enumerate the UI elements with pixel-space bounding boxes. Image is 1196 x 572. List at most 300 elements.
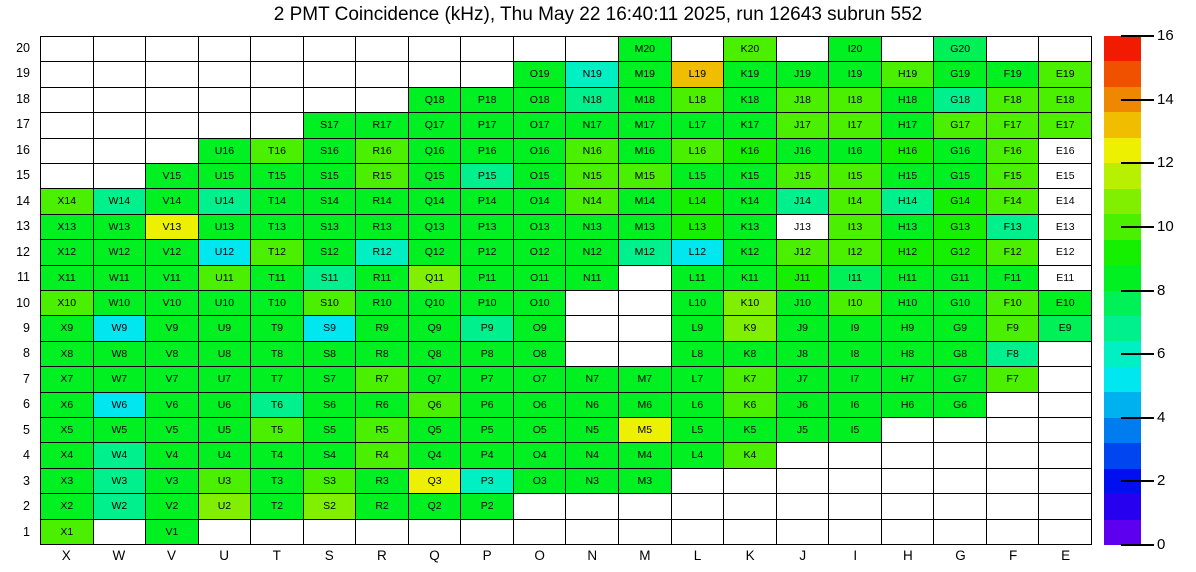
cell-T17 bbox=[251, 113, 303, 137]
cell-K4: K4 bbox=[724, 443, 776, 467]
y-axis-label-12: 12 bbox=[16, 244, 30, 259]
colorbar-tick bbox=[1121, 353, 1154, 355]
cell-M20: M20 bbox=[619, 37, 671, 61]
cell-Q14: Q14 bbox=[409, 189, 461, 213]
cell-W5: W5 bbox=[94, 418, 146, 442]
cell-F13: F13 bbox=[987, 215, 1039, 239]
cell-W19 bbox=[94, 62, 146, 86]
cell-X4: X4 bbox=[41, 443, 93, 467]
cell-H20 bbox=[882, 37, 934, 61]
cell-N6: N6 bbox=[566, 393, 618, 417]
cell-S14: S14 bbox=[304, 189, 356, 213]
cell-E2 bbox=[1039, 494, 1091, 518]
cell-L8: L8 bbox=[672, 342, 724, 366]
cell-H16: H16 bbox=[882, 139, 934, 163]
cell-H10: H10 bbox=[882, 291, 934, 315]
cell-E3 bbox=[1039, 469, 1091, 493]
chart-title: 2 PMT Coincidence (kHz), Thu May 22 16:40:11 2025, run 12643 subrun 552 bbox=[273, 4, 923, 25]
colorbar-band bbox=[1104, 418, 1141, 443]
cell-G3 bbox=[934, 469, 986, 493]
cell-R20 bbox=[356, 37, 408, 61]
cell-I7: I7 bbox=[829, 367, 881, 391]
colorbar-band bbox=[1104, 367, 1141, 392]
cell-H17: H17 bbox=[882, 113, 934, 137]
cell-V7: V7 bbox=[146, 367, 198, 391]
cell-O13: O13 bbox=[514, 215, 566, 239]
cell-W3: W3 bbox=[94, 469, 146, 493]
cell-O4: O4 bbox=[514, 443, 566, 467]
cell-L16: L16 bbox=[672, 139, 724, 163]
cell-W2: W2 bbox=[94, 494, 146, 518]
cell-V15: V15 bbox=[146, 164, 198, 188]
cell-U11: U11 bbox=[199, 266, 251, 290]
cell-I10: I10 bbox=[829, 291, 881, 315]
cell-T15: T15 bbox=[251, 164, 303, 188]
cell-V10: V10 bbox=[146, 291, 198, 315]
cell-Q10: Q10 bbox=[409, 291, 461, 315]
x-axis-label-P: P bbox=[482, 548, 492, 563]
cell-R7: R7 bbox=[356, 367, 408, 391]
cell-X7: X7 bbox=[41, 367, 93, 391]
cell-X5: X5 bbox=[41, 418, 93, 442]
cell-M16: M16 bbox=[619, 139, 671, 163]
colorbar-tick bbox=[1121, 290, 1154, 292]
colorbar-tick bbox=[1121, 226, 1154, 228]
colorbar-tick bbox=[1121, 99, 1154, 101]
cell-N4: N4 bbox=[566, 443, 618, 467]
cell-P13: P13 bbox=[461, 215, 513, 239]
cell-K15: K15 bbox=[724, 164, 776, 188]
cell-E6 bbox=[1039, 393, 1091, 417]
cell-X3: X3 bbox=[41, 469, 93, 493]
colorbar-tick bbox=[1121, 162, 1154, 164]
cell-V17 bbox=[146, 113, 198, 137]
colorbar-tick-label-8: 8 bbox=[1157, 281, 1166, 299]
cell-S15: S15 bbox=[304, 164, 356, 188]
cell-M6: M6 bbox=[619, 393, 671, 417]
cell-U2: U2 bbox=[199, 494, 251, 518]
cell-I12: I12 bbox=[829, 240, 881, 264]
cell-G8: G8 bbox=[934, 342, 986, 366]
cell-W8: W8 bbox=[94, 342, 146, 366]
cell-S3: S3 bbox=[304, 469, 356, 493]
y-axis-label-8: 8 bbox=[23, 346, 30, 361]
cell-F10: F10 bbox=[987, 291, 1039, 315]
cell-K14: K14 bbox=[724, 189, 776, 213]
colorbar-tick bbox=[1121, 480, 1154, 482]
cell-G18: G18 bbox=[934, 88, 986, 112]
cell-J3 bbox=[777, 469, 829, 493]
cell-U6: U6 bbox=[199, 393, 251, 417]
cell-K19: K19 bbox=[724, 62, 776, 86]
cell-E17: E17 bbox=[1039, 113, 1091, 137]
cell-W16 bbox=[94, 139, 146, 163]
cell-L18: L18 bbox=[672, 88, 724, 112]
cell-O7: O7 bbox=[514, 367, 566, 391]
colorbar-tick-label-4: 4 bbox=[1157, 408, 1166, 426]
cell-T16: T16 bbox=[251, 139, 303, 163]
cell-E15: E15 bbox=[1039, 164, 1091, 188]
cell-S2: S2 bbox=[304, 494, 356, 518]
cell-Q8: Q8 bbox=[409, 342, 461, 366]
cell-E18: E18 bbox=[1039, 88, 1091, 112]
cell-F14: F14 bbox=[987, 189, 1039, 213]
cell-K10: K10 bbox=[724, 291, 776, 315]
cell-G2 bbox=[934, 494, 986, 518]
x-axis-label-N: N bbox=[587, 548, 598, 563]
cell-Q16: Q16 bbox=[409, 139, 461, 163]
cell-K18: K18 bbox=[724, 88, 776, 112]
cell-M17: M17 bbox=[619, 113, 671, 137]
y-axis-label-4: 4 bbox=[23, 448, 30, 463]
cell-P17: P17 bbox=[461, 113, 513, 137]
colorbar-band bbox=[1104, 189, 1141, 214]
cell-V1: V1 bbox=[146, 520, 198, 544]
cell-G13: G13 bbox=[934, 215, 986, 239]
cell-P4: P4 bbox=[461, 443, 513, 467]
cell-N18: N18 bbox=[566, 88, 618, 112]
colorbar-band bbox=[1104, 291, 1141, 316]
cell-S9: S9 bbox=[304, 316, 356, 340]
cell-W4: W4 bbox=[94, 443, 146, 467]
y-axis-label-16: 16 bbox=[16, 142, 30, 157]
cell-V16 bbox=[146, 139, 198, 163]
cell-F8: F8 bbox=[987, 342, 1039, 366]
x-axis-label-H: H bbox=[903, 548, 913, 563]
cell-L11: L11 bbox=[672, 266, 724, 290]
cell-W12: W12 bbox=[94, 240, 146, 264]
cell-Q7: Q7 bbox=[409, 367, 461, 391]
cell-U16: U16 bbox=[199, 139, 251, 163]
cell-V6: V6 bbox=[146, 393, 198, 417]
cell-O5: O5 bbox=[514, 418, 566, 442]
y-axis-label-15: 15 bbox=[16, 168, 30, 183]
cell-G20: G20 bbox=[934, 37, 986, 61]
cell-R5: R5 bbox=[356, 418, 408, 442]
cell-M3: M3 bbox=[619, 469, 671, 493]
cell-X10: X10 bbox=[41, 291, 93, 315]
cell-M9 bbox=[619, 316, 671, 340]
colorbar-band bbox=[1104, 240, 1141, 265]
cell-P1 bbox=[461, 520, 513, 544]
cell-X19 bbox=[41, 62, 93, 86]
cell-T8: T8 bbox=[251, 342, 303, 366]
cell-P19 bbox=[461, 62, 513, 86]
cell-G14: G14 bbox=[934, 189, 986, 213]
cell-K7: K7 bbox=[724, 367, 776, 391]
cell-J19: J19 bbox=[777, 62, 829, 86]
y-axis-label-20: 20 bbox=[16, 41, 30, 55]
cell-K1 bbox=[724, 520, 776, 544]
cell-U4: U4 bbox=[199, 443, 251, 467]
cell-M14: M14 bbox=[619, 189, 671, 213]
y-axis-label-7: 7 bbox=[23, 371, 30, 386]
cell-O12: O12 bbox=[514, 240, 566, 264]
cell-N15: N15 bbox=[566, 164, 618, 188]
cell-G19: G19 bbox=[934, 62, 986, 86]
cell-R3: R3 bbox=[356, 469, 408, 493]
x-axis-label-Q: Q bbox=[429, 548, 440, 563]
cell-U15: U15 bbox=[199, 164, 251, 188]
x-axis-label-T: T bbox=[272, 548, 281, 563]
cell-Q15: Q15 bbox=[409, 164, 461, 188]
cell-L15: L15 bbox=[672, 164, 724, 188]
cell-U12: U12 bbox=[199, 240, 251, 264]
cell-G11: G11 bbox=[934, 266, 986, 290]
cell-O16: O16 bbox=[514, 139, 566, 163]
cell-H7: H7 bbox=[882, 367, 934, 391]
cell-E7 bbox=[1039, 367, 1091, 391]
cell-F20 bbox=[987, 37, 1039, 61]
cell-N17: N17 bbox=[566, 113, 618, 137]
cell-V18 bbox=[146, 88, 198, 112]
x-axis-label-M: M bbox=[639, 548, 651, 563]
cell-N10 bbox=[566, 291, 618, 315]
cell-W15 bbox=[94, 164, 146, 188]
cell-E16: E16 bbox=[1039, 139, 1091, 163]
cell-P9: P9 bbox=[461, 316, 513, 340]
cell-W1 bbox=[94, 520, 146, 544]
cell-J10: J10 bbox=[777, 291, 829, 315]
cell-W10: W10 bbox=[94, 291, 146, 315]
cell-L13: L13 bbox=[672, 215, 724, 239]
cell-T6: T6 bbox=[251, 393, 303, 417]
cell-J1 bbox=[777, 520, 829, 544]
colorbar-tick bbox=[1121, 35, 1154, 37]
cell-H3 bbox=[882, 469, 934, 493]
colorbar-band bbox=[1104, 520, 1141, 545]
cell-Q18: Q18 bbox=[409, 88, 461, 112]
cell-I16: I16 bbox=[829, 139, 881, 163]
cell-L6: L6 bbox=[672, 393, 724, 417]
cell-X14: X14 bbox=[41, 189, 93, 213]
y-axis-label-3: 3 bbox=[23, 473, 30, 488]
cell-N9 bbox=[566, 316, 618, 340]
cell-Q5: Q5 bbox=[409, 418, 461, 442]
cell-I14: I14 bbox=[829, 189, 881, 213]
cell-O17: O17 bbox=[514, 113, 566, 137]
x-axis bbox=[40, 548, 1092, 568]
cell-L9: L9 bbox=[672, 316, 724, 340]
cell-W17 bbox=[94, 113, 146, 137]
cell-G7: G7 bbox=[934, 367, 986, 391]
x-axis-label-I: I bbox=[853, 548, 858, 563]
x-axis-label-R: R bbox=[377, 548, 387, 563]
cell-W6: W6 bbox=[94, 393, 146, 417]
cell-L5: L5 bbox=[672, 418, 724, 442]
cell-X13: X13 bbox=[41, 215, 93, 239]
cell-X17 bbox=[41, 113, 93, 137]
cell-R4: R4 bbox=[356, 443, 408, 467]
cell-I4 bbox=[829, 443, 881, 467]
cell-N12: N12 bbox=[566, 240, 618, 264]
cell-O3: O3 bbox=[514, 469, 566, 493]
cell-G1 bbox=[934, 520, 986, 544]
cell-H1 bbox=[882, 520, 934, 544]
cell-S10: S10 bbox=[304, 291, 356, 315]
cell-J11: J11 bbox=[777, 266, 829, 290]
cell-I13: I13 bbox=[829, 215, 881, 239]
cell-F12: F12 bbox=[987, 240, 1039, 264]
cell-P15: P15 bbox=[461, 164, 513, 188]
cell-V2: V2 bbox=[146, 494, 198, 518]
colorbar-tick bbox=[1121, 544, 1154, 546]
x-axis-label-G: G bbox=[955, 548, 966, 563]
cell-N1 bbox=[566, 520, 618, 544]
cell-M5: M5 bbox=[619, 418, 671, 442]
cell-I1 bbox=[829, 520, 881, 544]
colorbar-band bbox=[1104, 112, 1141, 137]
y-axis-label-10: 10 bbox=[16, 295, 30, 310]
cell-G5 bbox=[934, 418, 986, 442]
cell-E13: E13 bbox=[1039, 215, 1091, 239]
y-axis-label-11: 11 bbox=[17, 270, 30, 285]
cell-U13: U13 bbox=[199, 215, 251, 239]
cell-M11 bbox=[619, 266, 671, 290]
cell-K11: K11 bbox=[724, 266, 776, 290]
cell-Q11: Q11 bbox=[409, 266, 461, 290]
cell-T9: T9 bbox=[251, 316, 303, 340]
cell-V11: V11 bbox=[146, 266, 198, 290]
cell-N14: N14 bbox=[566, 189, 618, 213]
y-axis-label-19: 19 bbox=[16, 66, 30, 81]
y-axis-label-14: 14 bbox=[16, 193, 30, 208]
cell-V13: V13 bbox=[146, 215, 198, 239]
cell-O20 bbox=[514, 37, 566, 61]
cell-I5: I5 bbox=[829, 418, 881, 442]
cell-N8 bbox=[566, 342, 618, 366]
cell-P20 bbox=[461, 37, 513, 61]
cell-I9: I9 bbox=[829, 316, 881, 340]
cell-P8: P8 bbox=[461, 342, 513, 366]
cell-U17 bbox=[199, 113, 251, 137]
cell-M12: M12 bbox=[619, 240, 671, 264]
cell-F18: F18 bbox=[987, 88, 1039, 112]
cell-J7: J7 bbox=[777, 367, 829, 391]
cell-S4: S4 bbox=[304, 443, 356, 467]
cell-X18 bbox=[41, 88, 93, 112]
cell-R17: R17 bbox=[356, 113, 408, 137]
cell-I18: I18 bbox=[829, 88, 881, 112]
cell-I20: I20 bbox=[829, 37, 881, 61]
cell-J4 bbox=[777, 443, 829, 467]
cell-J14: J14 bbox=[777, 189, 829, 213]
cell-O11: O11 bbox=[514, 266, 566, 290]
cell-L1 bbox=[672, 520, 724, 544]
y-axis-label-17: 17 bbox=[16, 117, 30, 132]
colorbar-band bbox=[1104, 392, 1141, 417]
colorbar-tick-label-2: 2 bbox=[1157, 472, 1166, 490]
cell-G17: G17 bbox=[934, 113, 986, 137]
cell-N2 bbox=[566, 494, 618, 518]
cell-E14: E14 bbox=[1039, 189, 1091, 213]
cell-H9: H9 bbox=[882, 316, 934, 340]
cell-R15: R15 bbox=[356, 164, 408, 188]
cell-E1 bbox=[1039, 520, 1091, 544]
cell-S17: S17 bbox=[304, 113, 356, 137]
x-axis-label-V: V bbox=[166, 548, 176, 563]
cell-S13: S13 bbox=[304, 215, 356, 239]
cell-F17: F17 bbox=[987, 113, 1039, 137]
cell-N7: N7 bbox=[566, 367, 618, 391]
cell-K9: K9 bbox=[724, 316, 776, 340]
colorbar-tick-label-0: 0 bbox=[1157, 536, 1166, 553]
y-axis-label-6: 6 bbox=[23, 397, 30, 412]
cell-W13: W13 bbox=[94, 215, 146, 239]
cell-X2: X2 bbox=[41, 494, 93, 518]
cell-F6 bbox=[987, 393, 1039, 417]
cell-N11: N11 bbox=[566, 266, 618, 290]
cell-L2 bbox=[672, 494, 724, 518]
cell-V19 bbox=[146, 62, 198, 86]
cell-O2 bbox=[514, 494, 566, 518]
colorbar-band bbox=[1104, 316, 1141, 341]
cell-R18 bbox=[356, 88, 408, 112]
cell-L12: L12 bbox=[672, 240, 724, 264]
cell-E11: E11 bbox=[1039, 266, 1091, 290]
cell-U18 bbox=[199, 88, 251, 112]
cell-V9: V9 bbox=[146, 316, 198, 340]
cell-U8: U8 bbox=[199, 342, 251, 366]
cell-N13: N13 bbox=[566, 215, 618, 239]
cell-S18 bbox=[304, 88, 356, 112]
cell-X8: X8 bbox=[41, 342, 93, 366]
cell-S19 bbox=[304, 62, 356, 86]
cell-L3 bbox=[672, 469, 724, 493]
x-axis-label-U: U bbox=[219, 548, 229, 563]
cell-P12: P12 bbox=[461, 240, 513, 264]
cell-E8 bbox=[1039, 342, 1091, 366]
cell-K6: K6 bbox=[724, 393, 776, 417]
cell-R16: R16 bbox=[356, 139, 408, 163]
cell-T3: T3 bbox=[251, 469, 303, 493]
cell-G12: G12 bbox=[934, 240, 986, 264]
cell-N3: N3 bbox=[566, 469, 618, 493]
cell-P10: P10 bbox=[461, 291, 513, 315]
cell-H6: H6 bbox=[882, 393, 934, 417]
colorbar-band bbox=[1104, 494, 1141, 519]
cell-K5: K5 bbox=[724, 418, 776, 442]
cell-S8: S8 bbox=[304, 342, 356, 366]
cell-H18: H18 bbox=[882, 88, 934, 112]
cell-U9: U9 bbox=[199, 316, 251, 340]
cell-T10: T10 bbox=[251, 291, 303, 315]
cell-R14: R14 bbox=[356, 189, 408, 213]
cell-E19: E19 bbox=[1039, 62, 1091, 86]
colorbar-tick bbox=[1121, 417, 1154, 419]
colorbar-band bbox=[1104, 36, 1141, 61]
cell-W11: W11 bbox=[94, 266, 146, 290]
cell-O19: O19 bbox=[514, 62, 566, 86]
cell-P11: P11 bbox=[461, 266, 513, 290]
cell-U3: U3 bbox=[199, 469, 251, 493]
cell-M8 bbox=[619, 342, 671, 366]
x-axis-label-F: F bbox=[1008, 548, 1018, 563]
cell-G15: G15 bbox=[934, 164, 986, 188]
cell-F15: F15 bbox=[987, 164, 1039, 188]
cell-X15 bbox=[41, 164, 93, 188]
cell-Q13: Q13 bbox=[409, 215, 461, 239]
cell-L10: L10 bbox=[672, 291, 724, 315]
y-axis-label-2: 2 bbox=[23, 499, 30, 514]
cell-S12: S12 bbox=[304, 240, 356, 264]
cell-F2 bbox=[987, 494, 1039, 518]
cell-R10: R10 bbox=[356, 291, 408, 315]
cell-K3 bbox=[724, 469, 776, 493]
cell-S7: S7 bbox=[304, 367, 356, 391]
cell-H8: H8 bbox=[882, 342, 934, 366]
cell-M10 bbox=[619, 291, 671, 315]
